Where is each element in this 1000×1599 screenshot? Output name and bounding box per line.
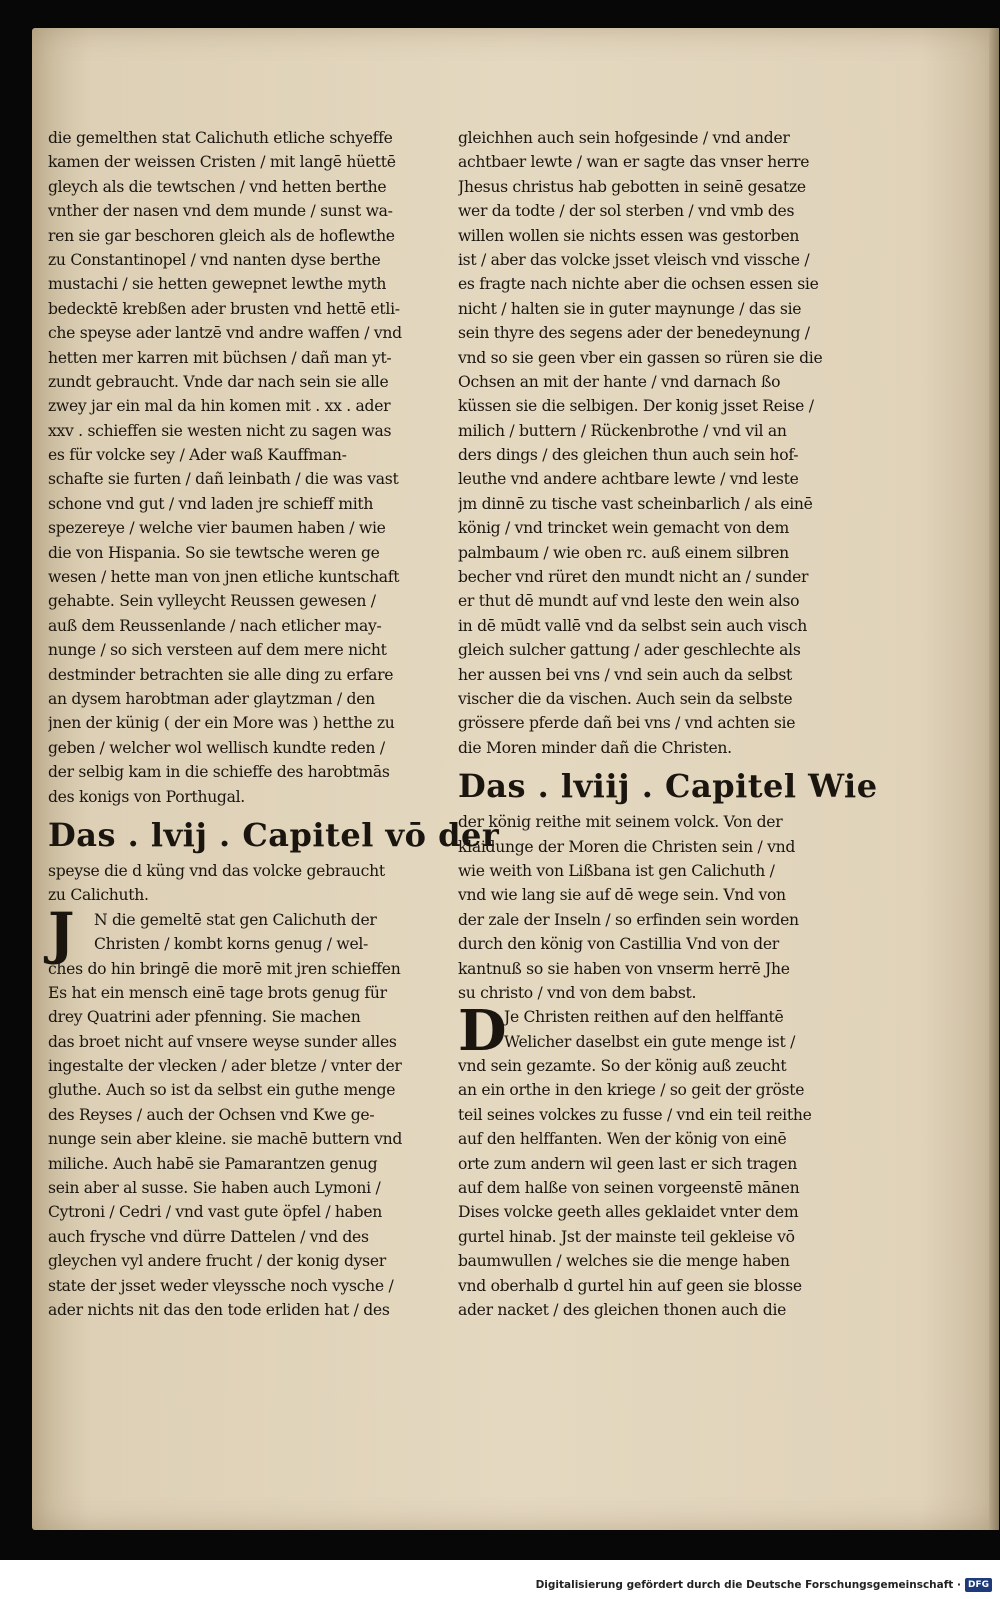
footer-text: Digitalisierung gefördert durch die Deutsche Forschungsgemeinschaft · [535, 1579, 961, 1591]
text-line: kamen der weissen Cristen / mit langē hüettē [48, 153, 396, 172]
text-line: vnd oberhalb d gurtel hin auf geen sie blosse [458, 1276, 802, 1295]
text-line: gleich sulcher gattung / ader geschlechte als [458, 641, 801, 660]
text-line: Welicher daselbst ein gute menge ist / [504, 1032, 796, 1051]
text-line: es für volcke sey / Ader waß Kauffman- [48, 446, 347, 465]
text-line: Ochsen an mit der hante / vnd darnach ßo [458, 372, 781, 391]
text-line: zu Constantinopel / vnd nanten dyse berthe [48, 250, 381, 269]
chapter-subheading-line: der könig reithe mit seinem volck. Von der [458, 813, 783, 832]
drop-cap-initial: D [458, 998, 507, 1065]
text-line: wer da todte / der sol sterben / vnd vmb des [458, 202, 795, 221]
text-line: her aussen bei vns / vnd sein auch da selbst [458, 665, 793, 684]
chapter-subheading-line: klaidunge der Moren die Christen sein / vnd [458, 837, 796, 856]
text-line: becher vnd rüret den mundt nicht an / sunder [458, 568, 809, 587]
text-line: nunge sein aber kleine. sie machē buttern vnd [48, 1130, 403, 1149]
text-line: mustachi / sie hetten gewepnet lewthe myth [48, 275, 387, 294]
text-line: schone vnd gut / vnd laden jre schieff mith [48, 494, 374, 513]
dfg-logo: DFG [965, 1578, 992, 1592]
text-line: gurtel hinab. Jst der mainste teil gekleise vō [458, 1227, 795, 1246]
text-line: achtbaer lewte / wan er sagte das vnser herre [458, 153, 810, 172]
text-line: willen wollen sie nichts essen was gestorben [458, 226, 800, 245]
text-line: nicht / halten sie in guter maynunge / das sie [458, 299, 802, 318]
text-line: spezereye / welche vier baumen haben / wie [48, 519, 386, 538]
text-line: an ein orthe in den kriege / so geit der gröste [458, 1081, 805, 1100]
text-line: die Moren minder dañ die Christen. [458, 738, 732, 757]
chapter-subheading-line: wie weith von Lißbana ist gen Calichuth / [458, 861, 775, 880]
text-line: palmbaum / wie oben rc. auß einem silbren [458, 543, 789, 562]
chapter-subheading-line: der zale der Inseln / so erfinden sein worden [458, 910, 799, 929]
chapter-subheading-line: kantnuß so sie haben von vnserm herrē Jhe [458, 959, 790, 978]
text-line: leuthe vnd andere achtbare lewte / vnd leste [458, 470, 799, 489]
text-line: ingestalte der vlecken / ader bletze / vnter der [48, 1057, 402, 1076]
text-line: sein aber al susse. Sie haben auch Lymoni / [48, 1179, 381, 1198]
text-line: auch frysche vnd dürre Dattelen / vnd des [48, 1227, 369, 1246]
text-line: die von Hispania. So sie tewtsche weren ge [48, 543, 380, 562]
chapter-subheading-line: speyse die d küng vnd das volcke gebraucht [48, 861, 385, 880]
text-line: an dysem harobtman ader glaytzman / den [48, 689, 375, 708]
text-line: gehabte. Sein vylleycht Reussen gewesen / [48, 592, 376, 611]
text-line: sein thyre des segens ader der benedeynung / [458, 324, 810, 343]
text-line: gleychen vyl andere frucht / der konig dyser [48, 1252, 386, 1271]
text-line: das broet nicht auf vnsere weyse sunder alles [48, 1032, 397, 1051]
text-line: vnd sein gezamte. So der könig auß zeucht [458, 1057, 787, 1076]
text-line: zundt gebraucht. Vnde dar nach sein sie alle [48, 372, 389, 391]
chapter-subheading-line: vnd wie lang sie auf dē wege sein. Vnd von [458, 886, 786, 905]
text-line: teil seines volckes zu fusse / vnd ein teil reithe [458, 1105, 812, 1124]
text-line: milich / buttern / Rückenbrothe / vnd vil an [458, 421, 787, 440]
text-line: ches do hin bringē die morē mit jren schieffen [48, 959, 401, 978]
text-line: ader nichts nit das den tode erliden hat / des [48, 1300, 390, 1319]
text-line: ist / aber das volcke jsset vleisch vnd vissche / [458, 250, 810, 269]
text-line: Cytroni / Cedri / vnd vast gute öpfel / haben [48, 1203, 383, 1222]
text-line: N die gemeltē stat gen Calichuth der [94, 910, 377, 929]
text-line: die gemelthen stat Calichuth etliche schyeffe [48, 129, 393, 147]
drop-cap-initial: J [48, 900, 75, 967]
text-line: könig / vnd trincket wein gemacht von dem [458, 519, 789, 538]
page-edge [989, 28, 999, 1530]
text-line: des konigs von Porthugal. [48, 787, 245, 806]
text-line: auf dem halße von seinen vorgeenstē mānen [458, 1179, 800, 1198]
chapter-subheading-line: zu Calichuth. [48, 886, 149, 905]
text-line: vnther der nasen vnd dem munde / sunst wa- [48, 202, 393, 221]
text-line: gleichhen auch sein hofgesinde / vnd ander [458, 129, 790, 147]
text-line: ders dings / des gleichen thun auch sein hof- [458, 446, 799, 465]
right-column [458, 126, 878, 1322]
text-line: er thut dē mundt auf vnd leste den wein also [458, 592, 800, 611]
text-line: hetten mer karren mit büchsen / dañ man yt- [48, 348, 392, 367]
chapter-heading: Das . lviij . Capitel Wie [458, 767, 878, 806]
text-line: ren sie gar beschoren gleich als de hoflewthe [48, 226, 395, 245]
text-line: jnen der künig ( der ein More was ) hetthe zu [48, 714, 395, 733]
chapter-heading: Das . lvij . Capitel vō der [48, 815, 500, 854]
text-line: vnd so sie geen vber ein gassen so rüren sie die [458, 348, 823, 367]
text-line: der selbig kam in die schieffe des harobtmās [48, 763, 390, 782]
text-line: nunge / so sich versteen auf dem mere nicht [48, 641, 387, 660]
text-line: zwey jar ein mal da hin komen mit . xx . ader [48, 397, 391, 416]
text-line: baumwullen / welches sie die menge haben [458, 1252, 790, 1271]
text-line: grössere pferde dañ bei vns / vnd achten sie [458, 714, 796, 733]
text-line: Es hat ein mensch einē tage brots genug für [48, 983, 387, 1002]
text-line: küssen sie die selbigen. Der konig jsset Reise / [458, 397, 814, 416]
footer-credit [536, 1575, 992, 1595]
paragraph-with-initial [458, 998, 856, 1322]
text-line: schafte sie furten / dañ leinbath / die was vast [48, 470, 399, 489]
text-line: jm dinnē zu tische vast scheinbarlich / als einē [458, 494, 813, 513]
text-line: geben / welcher wol wellisch kundte reden / [48, 738, 385, 757]
paragraph-with-initial [48, 900, 448, 1323]
text-line: miliche. Auch habē sie Pamarantzen genug [48, 1154, 378, 1173]
text-line: des Reyses / auch der Ochsen vnd Kwe ge- [48, 1105, 375, 1124]
text-line: in dē mūdt vallē vnd da selbst sein auch visch [458, 616, 807, 635]
text-line: Dises volcke geeth alles geklaidet vnter dem [458, 1203, 799, 1222]
text-line: state der jsset weder vleyssche noch vysche / [48, 1276, 394, 1295]
text-line: vischer die da vischen. Auch sein da selbste [458, 689, 793, 708]
text-line: auß dem Reussenlande / nach etlicher may- [48, 616, 382, 635]
text-line: es fragte nach nichte aber die ochsen essen sie [458, 275, 819, 294]
text-line: ader nacket / des gleichen thonen auch die [458, 1300, 787, 1319]
text-line: destminder betrachten sie alle ding zu erfare [48, 665, 394, 684]
text-line: che speyse ader lantzē vnd andre waffen / vnd [48, 324, 402, 343]
text-line: drey Quatrini ader pfenning. Sie machen [48, 1008, 361, 1027]
text-line: gluthe. Auch so ist da selbst ein guthe menge [48, 1081, 396, 1100]
chapter-subheading-line: durch den könig von Castillia Vnd von der [458, 935, 779, 954]
chapter-subheading-line: su christo / vnd von dem babst. [458, 983, 697, 1002]
text-line: Jhesus christus hab gebotten in seinē gesatze [458, 177, 806, 196]
text-line: orte zum andern wil geen last er sich tragen [458, 1154, 797, 1173]
text-line: gleych als die tewtschen / vnd hetten berthe [48, 177, 387, 196]
text-line: xxv . schieffen sie westen nicht zu sagen was [48, 421, 392, 440]
text-line: wesen / hette man von jnen etliche kuntschaft [48, 568, 400, 587]
text-line: Je Christen reithen auf den helffantē [504, 1008, 784, 1027]
text-line: auf den helffanten. Wen der könig von einē [458, 1130, 787, 1149]
text-line: bedecktē krebßen ader brusten vnd hettē etli- [48, 299, 400, 318]
left-column [48, 126, 500, 1322]
text-line: Christen / kombt korns genug / wel- [94, 935, 369, 954]
